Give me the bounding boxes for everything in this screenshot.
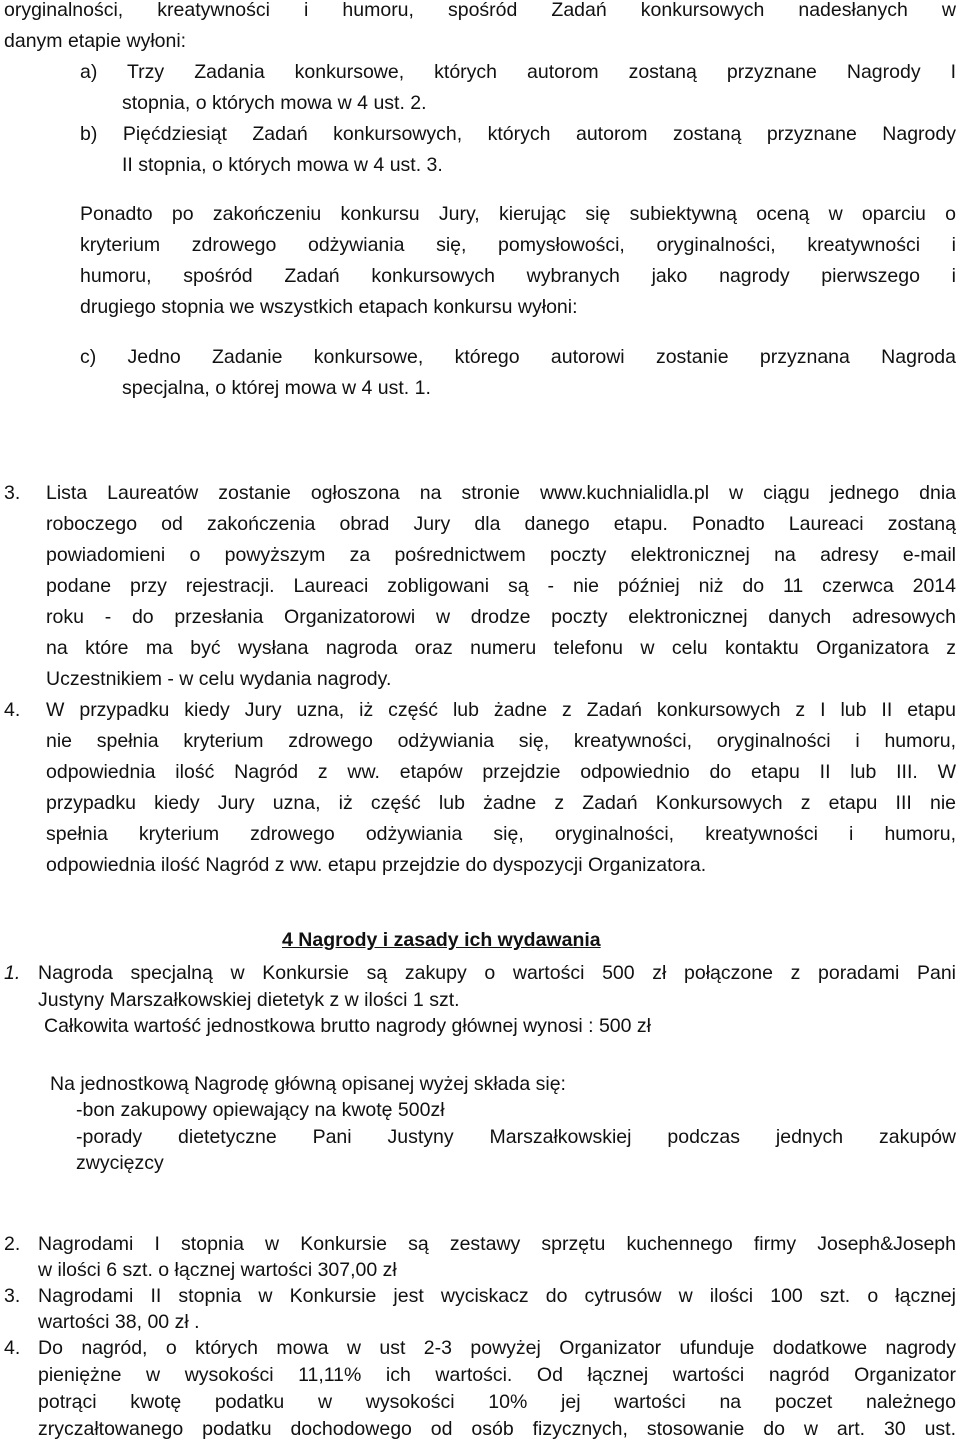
prize-item-3-line-1: Nagrodami II stopnia w Konkursie jest wyciskacz do cytrusów w ilości 100 szt. o łącznej [38, 1285, 956, 1307]
point-4-line-6: odpowiednia ilość Nagród z ww. etapu przejdzie do dyspozycji Organizatora. [46, 854, 707, 876]
list-item-b-line-1: b) Pięćdziesiąt Zadań konkursowych, których autorom zostaną przyznane Nagrody [80, 123, 956, 145]
composition-item-2-line-2: zwycięzcy [76, 1152, 164, 1174]
point-4-line-5: spełnia kryterium zdrowego odżywiania się, oryginalności, kreatywności i humoru, [46, 823, 956, 845]
point-4-line-3: odpowiednia ilość Nagród z ww. etapów przejdzie odpowiednio do etapu II lub III. W [46, 761, 956, 783]
point-3-line-5: roku - do przesłania Organizatorowi w drodze poczty elektronicznej danych adresowych [46, 606, 956, 628]
point-4-line-4: przypadku kiedy Jury uzna, iż część lub żadne z Zadań Konkursowych z etapu III nie [46, 792, 956, 814]
jury-line-4: drugiego stopnia we wszystkich etapach konkursu wyłoni: [80, 296, 578, 318]
list-item-b-line-2: II stopnia, o których mowa w 4 ust. 3. [122, 154, 443, 176]
prize-item-4-line-1: Do nagród, o których mowa w ust 2-3 powyżej Organizator ufunduje dodatkowe nagrody [38, 1337, 956, 1359]
prize-item-3-number: 3. [4, 1285, 21, 1307]
jury-line-2: kryterium zdrowego odżywiania się, pomysłowości, oryginalności, kreatywności i [80, 234, 956, 256]
prize-item-1-line-2: Justyny Marszałkowskiej dietetyk z w ilości 1 szt. [38, 989, 460, 1011]
composition-label: Na jednostkową Nagrodę główną opisanej wyżej składa się: [50, 1073, 566, 1095]
point-4-line-1: W przypadku kiedy Jury uzna, iż część lub żadne z Zadań konkursowych z I lub II etapu [46, 699, 956, 721]
prize-item-1-line-1: Nagroda specjalną w Konkursie są zakupy o wartości 500 zł połączone z poradami Pani [38, 962, 956, 984]
point-3-line-7: Uczestnikiem - w celu wydania nagrody. [46, 668, 392, 690]
point-3-line-6: na które ma być wysłana nagroda oraz numeru telefonu w celu kontaktu Organizatora z [46, 637, 956, 659]
prize-item-1-total: Całkowita wartość jednostkowa brutto nagrody głównej wynosi : 500 zł [44, 1015, 651, 1037]
prize-item-4-number: 4. [4, 1337, 21, 1359]
intro-line-1: oryginalności, kreatywności i humoru, spośród Zadań konkursowych nadesłanych w [4, 0, 956, 21]
list-item-c-line-2: specjalna, o której mowa w 4 ust. 1. [122, 377, 431, 399]
point-4-number: 4. [4, 699, 21, 721]
list-item-c-line-1: c) Jedno Zadanie konkursowe, którego autorowi zostanie przyznana Nagroda [80, 346, 956, 368]
list-item-a-line-2: stopnia, o których mowa w 4 ust. 2. [122, 92, 427, 114]
composition-item-1: -bon zakupowy opiewający na kwotę 500zł [76, 1099, 445, 1121]
composition-item-2-line-1: -porady dietetyczne Pani Justyny Marszałkowskiej podczas jednych zakupów [76, 1126, 956, 1148]
prize-item-3-line-2: wartości 38, 00 zł . [38, 1311, 200, 1333]
prize-item-4-line-2: pieniężne w wysokości 11,11% ich wartości. Od łącznej wartości nagród Organizator [38, 1364, 956, 1386]
prize-item-2-line-1: Nagrodami I stopnia w Konkursie są zestawy sprzętu kuchennego firmy Joseph&Joseph [38, 1233, 956, 1255]
point-3-number: 3. [4, 482, 21, 504]
point-4-line-2: nie spełnia kryterium zdrowego odżywiania się, kreatywności, oryginalności i humoru, [46, 730, 956, 752]
prize-item-4-line-4: zryczałtowanego podatku dochodowego od osób fizycznych, stosowanie do w art. 30 ust. [38, 1418, 956, 1440]
prize-item-2-line-2: w ilości 6 szt. o łącznej wartości 307,00 zł [38, 1259, 397, 1281]
section-4-heading: 4 Nagrody i zasady ich wydawania [282, 929, 601, 951]
jury-line-1: Ponadto po zakończeniu konkursu Jury, kierując się subiektywną oceną w oparciu o [80, 203, 956, 225]
jury-line-3: humoru, spośród Zadań konkursowych wybranych jako nagrody pierwszego i [80, 265, 956, 287]
list-item-a-line-1: a) Trzy Zadania konkursowe, których autorom zostaną przyznane Nagrody I [80, 61, 956, 83]
point-3-line-4: podane przy rejestracji. Laureaci zobligowani są - nie później niż do 11 czerwca 2014 [46, 575, 956, 597]
prize-item-2-number: 2. [4, 1233, 21, 1255]
point-3-line-2: roboczego od zakończenia obrad Jury dla danego etapu. Ponadto Laureaci zostaną [46, 513, 956, 535]
point-3-line-3: powiadomieni o powyższym za pośrednictwem poczty elektronicznej na adresy e-mail [46, 544, 956, 566]
point-3-line-1: Lista Laureatów zostanie ogłoszona na stronie www.kuchnialidla.pl w ciągu jednego dnia [46, 482, 956, 504]
prize-item-4-line-3: potrąci kwotę podatku w wysokości 10% jej wartości na poczet należnego [38, 1391, 956, 1413]
prize-item-1-number: 1. [4, 962, 21, 984]
intro-line-2: danym etapie wyłoni: [4, 30, 187, 52]
